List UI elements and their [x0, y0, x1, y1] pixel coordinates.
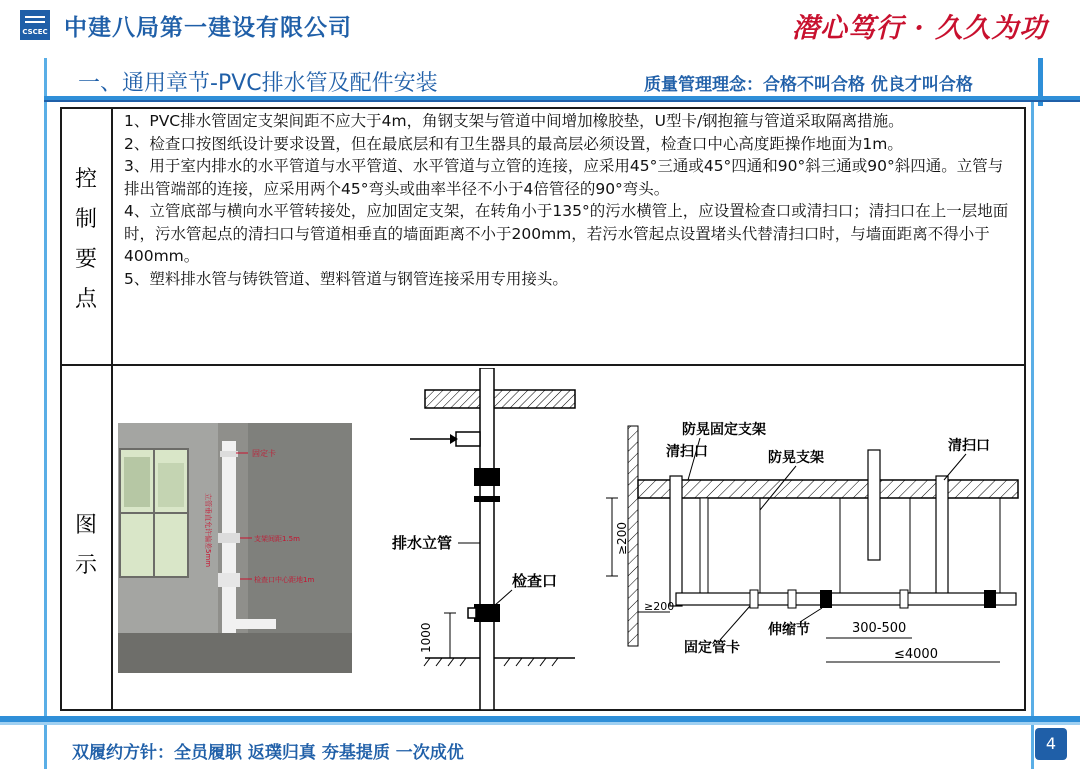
- frame-right-line: [1031, 100, 1034, 769]
- photo-tag-low: 检查口中心距地1m: [254, 576, 315, 584]
- logo-text: CSCEC: [22, 28, 48, 36]
- logo-icon: [20, 10, 50, 40]
- label-cleanout-right: 清扫口: [948, 438, 990, 454]
- label-fixed-clamp: 固定管卡: [684, 640, 740, 656]
- photo-tag-mid: 支架间距1.5m: [254, 535, 300, 543]
- photo-tag-top: 固定卡: [252, 449, 276, 458]
- label-char: 制: [74, 207, 97, 232]
- label-char: 示: [74, 553, 97, 578]
- label-riser: 排水立管: [392, 534, 453, 552]
- corporate-slogan: 潜心笃行 · 久久为功: [792, 13, 1048, 44]
- label-control-points: [61, 160, 111, 320]
- control-point: 4、立管底部与横向水平管转接处，应加固定支架，在转角小于135°的污水横管上，应设置检查口或清扫口；清扫口在上一层地面时，污水管起点的清扫口与管道相垂直的墙面距离不小于200mm，若污水管起点设置堵头代替清扫口时，与墙面距离不得小于400mm。: [124, 202, 1009, 265]
- label-cleanout-left: 清扫口: [666, 444, 708, 460]
- label-le4000: ≤4000: [894, 647, 938, 662]
- quality-concept: 质量管理理念：合格不叫合格 优良才叫合格: [644, 75, 973, 95]
- label-char: 控: [74, 167, 97, 192]
- label-sway-bracket: 防晃支架: [768, 450, 824, 466]
- label-fixed-bracket: 防晃固定支架: [682, 422, 766, 438]
- photo-tag-side: 立管垂直允许偏差5mm: [204, 493, 212, 568]
- control-points-text: [124, 110, 1012, 290]
- label-cleanout: 检查口: [512, 572, 558, 590]
- riser-diagram: [380, 368, 580, 710]
- label-ge200-vertical: ≥200: [615, 522, 629, 555]
- horizontal-pipe-diagram: [600, 400, 1020, 675]
- horizontal-pipe-diagram-svg: [600, 400, 1020, 675]
- site-photo: [118, 423, 352, 673]
- label-figure: [61, 506, 111, 586]
- riser-diagram-svg: [380, 368, 580, 710]
- label-expansion-joint: 伸缩节: [768, 622, 810, 638]
- table-column-divider: [111, 107, 113, 711]
- footer-bar-light: [0, 722, 1080, 725]
- label-char: 要: [74, 247, 97, 272]
- label-range: 300-500: [852, 621, 907, 636]
- footer-policy: 双履约方针：全员履职 返璞归真 夯基提质 一次成优: [72, 743, 464, 763]
- control-point: 3、用于室内排水的水平管道与水平管道、水平管道与立管的连接，应采用45°三通或45°四通和90°斜三通或90°斜四通。立管与排出管端部的连接，应采用两个45°弯头或曲率半径不小于4倍管径的90°弯头。: [124, 157, 1004, 198]
- control-point: 5、塑料排水管与铸铁管道、塑料管道与钢管连接采用专用接头。: [124, 269, 568, 288]
- title-underline-dark: [44, 100, 1080, 102]
- control-point: 1、PVC排水管固定支架间距不应大于4m，角钢支架与管道中间增加橡胶垫，U型卡/钢抱箍与管道采取隔离措施。: [124, 112, 904, 130]
- site-photo-image: [118, 423, 352, 673]
- label-height: 1000: [419, 622, 433, 653]
- page-number: 4: [1035, 728, 1067, 760]
- table-row-divider: [60, 364, 1026, 366]
- label-char: 图: [74, 513, 97, 538]
- label-ge200-horizontal: ≥200: [644, 600, 675, 613]
- company-logo: [20, 10, 50, 40]
- frame-left-line: [44, 58, 47, 769]
- label-char: 点: [74, 287, 97, 312]
- control-point: 2、检查口按图纸设计要求设置，但在最底层和有卫生器具的最高层必须设置，检查口中心高度距操作地面为1m。: [124, 134, 903, 153]
- company-name: 中建八局第一建设有限公司: [64, 15, 352, 41]
- section-title: 一、通用章节-PVC排水管及配件安装: [78, 71, 438, 96]
